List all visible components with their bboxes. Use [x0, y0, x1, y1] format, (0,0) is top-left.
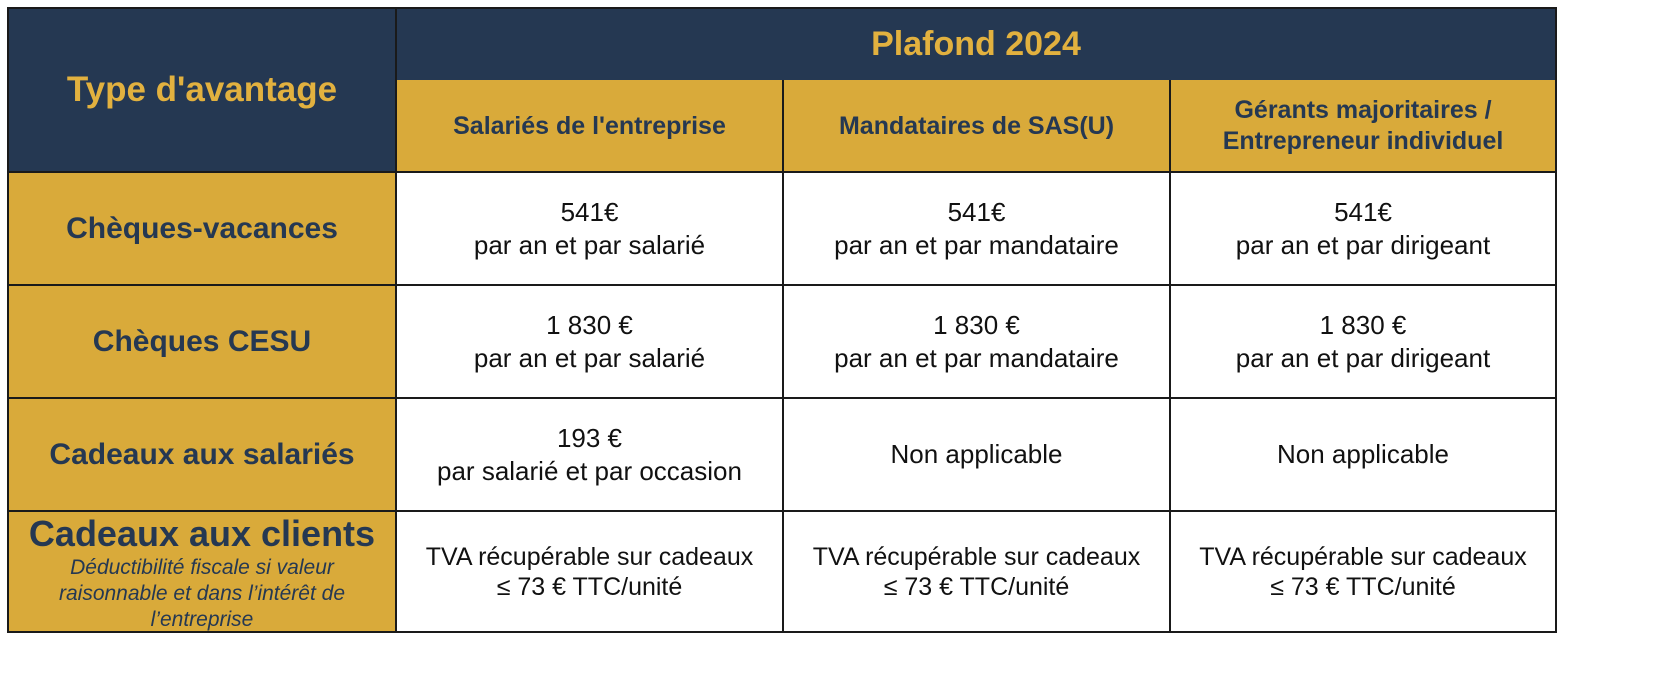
column-header-mandataires: [783, 80, 1170, 172]
plafond-header-cell: [396, 8, 1556, 80]
cell-amount: 541€: [1334, 196, 1392, 227]
row-label-cheques-vacances: [8, 172, 396, 285]
row-label-cadeaux-clients: [8, 511, 396, 632]
column-header-gerants: [1170, 80, 1556, 172]
row-label: Cadeaux aux clients: [28, 513, 376, 554]
row-divider: [7, 171, 1557, 173]
table-cell: [783, 285, 1170, 398]
cell-amount: Non applicable: [1276, 439, 1449, 469]
cell-amount: 1 830 €: [1319, 309, 1407, 340]
cell-detail: par an et par salarié: [473, 229, 706, 260]
cell-detail: par an et par dirigeant: [1235, 342, 1491, 373]
column-header-line1: Mandataires de SAS(U): [838, 111, 1115, 140]
table-cell: [1170, 285, 1556, 398]
cell-amount: Non applicable: [890, 439, 1063, 469]
row-note: Déductibilité fiscale si valeur raisonnable et dans l’intérêt de l’entreprise: [58, 556, 346, 631]
row-label: Chèques CESU: [92, 324, 312, 358]
cell-detail: par an et par dirigeant: [1235, 229, 1491, 260]
column-divider: [1169, 80, 1171, 632]
column-header-line1: Gérants majoritaires /: [1234, 96, 1492, 124]
table-cell: [783, 172, 1170, 285]
column-divider: [782, 80, 784, 632]
row-label: Cadeaux aux salariés: [49, 437, 355, 471]
row-divider: [7, 510, 1557, 512]
table-border-right: [1555, 7, 1557, 633]
cell-amount: TVA récupérable sur cadeaux: [1199, 542, 1527, 571]
cell-amount: TVA récupérable sur cadeaux: [425, 542, 754, 571]
cell-detail: ≤ 73 € TTC/unité: [883, 572, 1070, 601]
table-border-top: [7, 7, 1557, 9]
cell-amount: 541€: [947, 196, 1006, 227]
row-label: Chèques-vacances: [66, 211, 338, 245]
row-divider: [7, 397, 1557, 399]
column-divider: [395, 7, 397, 633]
row-label-cheques-cesu: [8, 285, 396, 398]
cell-amount: 541€: [560, 196, 619, 227]
plafond-header: Plafond 2024: [871, 24, 1081, 63]
cell-amount: TVA récupérable sur cadeaux: [812, 542, 1141, 571]
table-cell: [783, 511, 1170, 632]
column-header-line2: Entrepreneur individuel: [1222, 127, 1504, 155]
row-divider: [7, 284, 1557, 286]
cell-amount: 1 830 €: [546, 309, 633, 340]
row-label-cadeaux-salaries: [8, 398, 396, 511]
table-cell: [783, 398, 1170, 511]
table-cell: [1170, 511, 1556, 632]
table-cell: [396, 172, 783, 285]
table-border-left: [7, 7, 9, 633]
cell-detail: par salarié et par occasion: [437, 455, 742, 486]
table-cell: [396, 511, 783, 632]
cell-amount: 193 €: [556, 422, 623, 453]
column-header-line1: Salariés de l'entreprise: [453, 111, 726, 140]
cell-detail: par an et par mandataire: [834, 229, 1119, 260]
type-header: Type d'avantage: [66, 70, 338, 109]
table-cell: [1170, 172, 1556, 285]
table-cell: [1170, 398, 1556, 511]
cell-detail: ≤ 73 € TTC/unité: [496, 572, 683, 601]
cell-detail: ≤ 73 € TTC/unité: [1270, 572, 1456, 601]
cell-amount: 1 830 €: [933, 309, 1020, 340]
cell-detail: par an et par salarié: [473, 342, 706, 373]
table-cell: [396, 285, 783, 398]
cell-detail: par an et par mandataire: [834, 342, 1119, 373]
column-header-salaries: [396, 80, 783, 172]
table-cell: [396, 398, 783, 511]
type-header-cell: [8, 8, 396, 172]
